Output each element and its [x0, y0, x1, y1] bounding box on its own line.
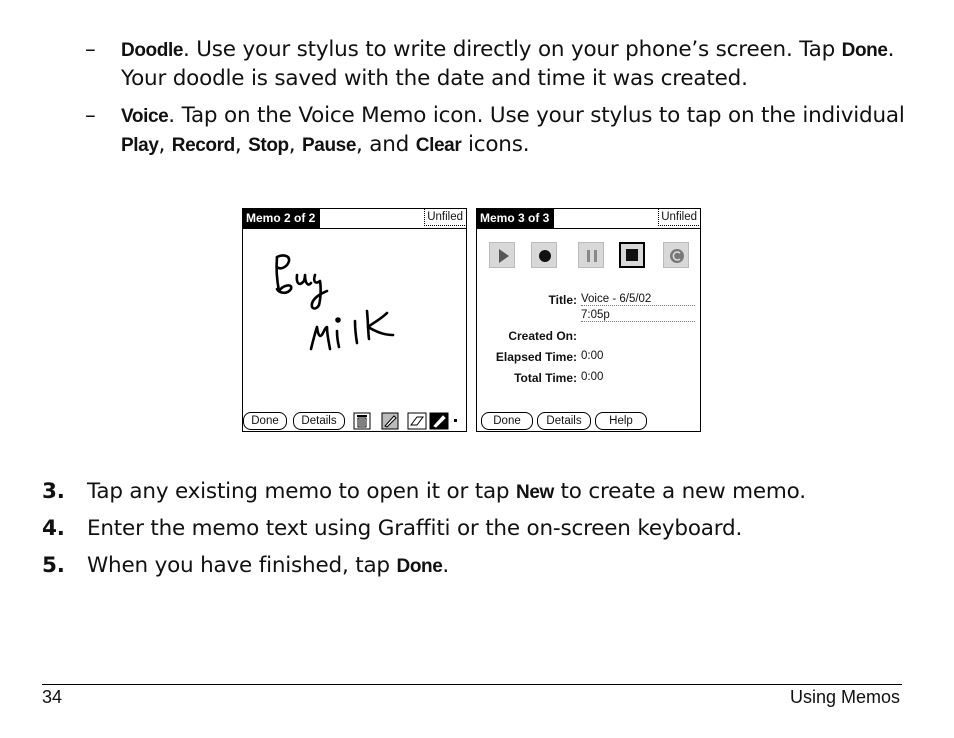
- step-number: 4.: [42, 516, 65, 541]
- step-number: 5.: [42, 553, 65, 578]
- keyword-done: Done: [396, 556, 443, 577]
- section-title: Using Memos: [789, 687, 900, 707]
- voice-title-bar: [477, 209, 700, 229]
- footer-rule: [42, 684, 902, 685]
- elapsed-time-value: 0:00: [581, 350, 604, 362]
- pencil-icon[interactable]: [429, 412, 449, 430]
- step-text: Tap any existing memo to open it or tap New to create a new memo.: [87, 479, 806, 504]
- keyword-record: Record: [171, 135, 235, 156]
- bullet-dash: –: [85, 103, 96, 128]
- elapsed-time-label: Elapsed Time:: [495, 350, 577, 364]
- doodle-bullet-text: Doodle. Use your stylus to write directly on your phone’s screen. Tap Done. Your doodle is saved with the date and time it was created.: [121, 37, 895, 91]
- keyword-done: Done: [841, 40, 888, 61]
- memo-title: Memo 3 of 3: [477, 209, 554, 228]
- keyword-voice: Voice: [121, 106, 169, 127]
- category-selector[interactable]: Unfiled: [424, 209, 465, 226]
- clear-icon[interactable]: [663, 242, 689, 268]
- total-time-value: 0:00: [581, 371, 604, 383]
- step-number: 3.: [42, 479, 65, 504]
- done-button[interactable]: Done: [481, 412, 533, 430]
- keyword-play: Play: [121, 135, 159, 156]
- trash-icon[interactable]: [353, 412, 371, 430]
- keyword-clear: Clear: [415, 135, 462, 156]
- voice-bullet-text: Voice. Tap on the Voice Memo icon. Use your stylus to tap on the individual Play, Record, Stop, Pause, and Clear icons.: [121, 103, 905, 157]
- doodle-drawing: [263, 247, 403, 359]
- help-button[interactable]: Help: [595, 412, 647, 430]
- pause-icon[interactable]: [578, 242, 604, 268]
- record-icon[interactable]: [531, 242, 557, 268]
- voice-memo-screen: [476, 208, 701, 432]
- title-label: Title:: [548, 293, 577, 307]
- page-number: 34: [42, 687, 63, 707]
- created-on-label: Created On:: [508, 329, 577, 343]
- stop-icon[interactable]: [619, 242, 645, 268]
- doodle-memo-screen: [242, 208, 467, 432]
- keyword-pause: Pause: [302, 135, 357, 156]
- title-value-line2[interactable]: 7:05p: [581, 309, 695, 322]
- keyword-doodle: Doodle: [121, 40, 183, 61]
- step-text: Enter the memo text using Graffiti or the on-screen keyboard.: [87, 516, 743, 541]
- memo-title: Memo 2 of 2: [243, 209, 320, 228]
- doodle-title-bar: [243, 209, 466, 229]
- play-icon[interactable]: [489, 242, 515, 268]
- total-time-label: Total Time:: [514, 371, 577, 385]
- bullet-dash: –: [85, 37, 96, 62]
- step-text: When you have finished, tap Done.: [87, 553, 450, 578]
- done-button[interactable]: Done: [243, 412, 287, 430]
- category-selector[interactable]: Unfiled: [658, 209, 699, 226]
- details-button[interactable]: Details: [293, 412, 345, 430]
- details-button[interactable]: Details: [537, 412, 591, 430]
- keyword-stop: Stop: [248, 135, 289, 156]
- title-value-line1[interactable]: Voice - 6/5/02: [581, 293, 695, 306]
- keyword-new: New: [516, 482, 554, 503]
- eraser-icon[interactable]: [407, 412, 427, 430]
- ink-color-icon[interactable]: [381, 412, 399, 430]
- size-dot-icon[interactable]: [454, 419, 457, 422]
